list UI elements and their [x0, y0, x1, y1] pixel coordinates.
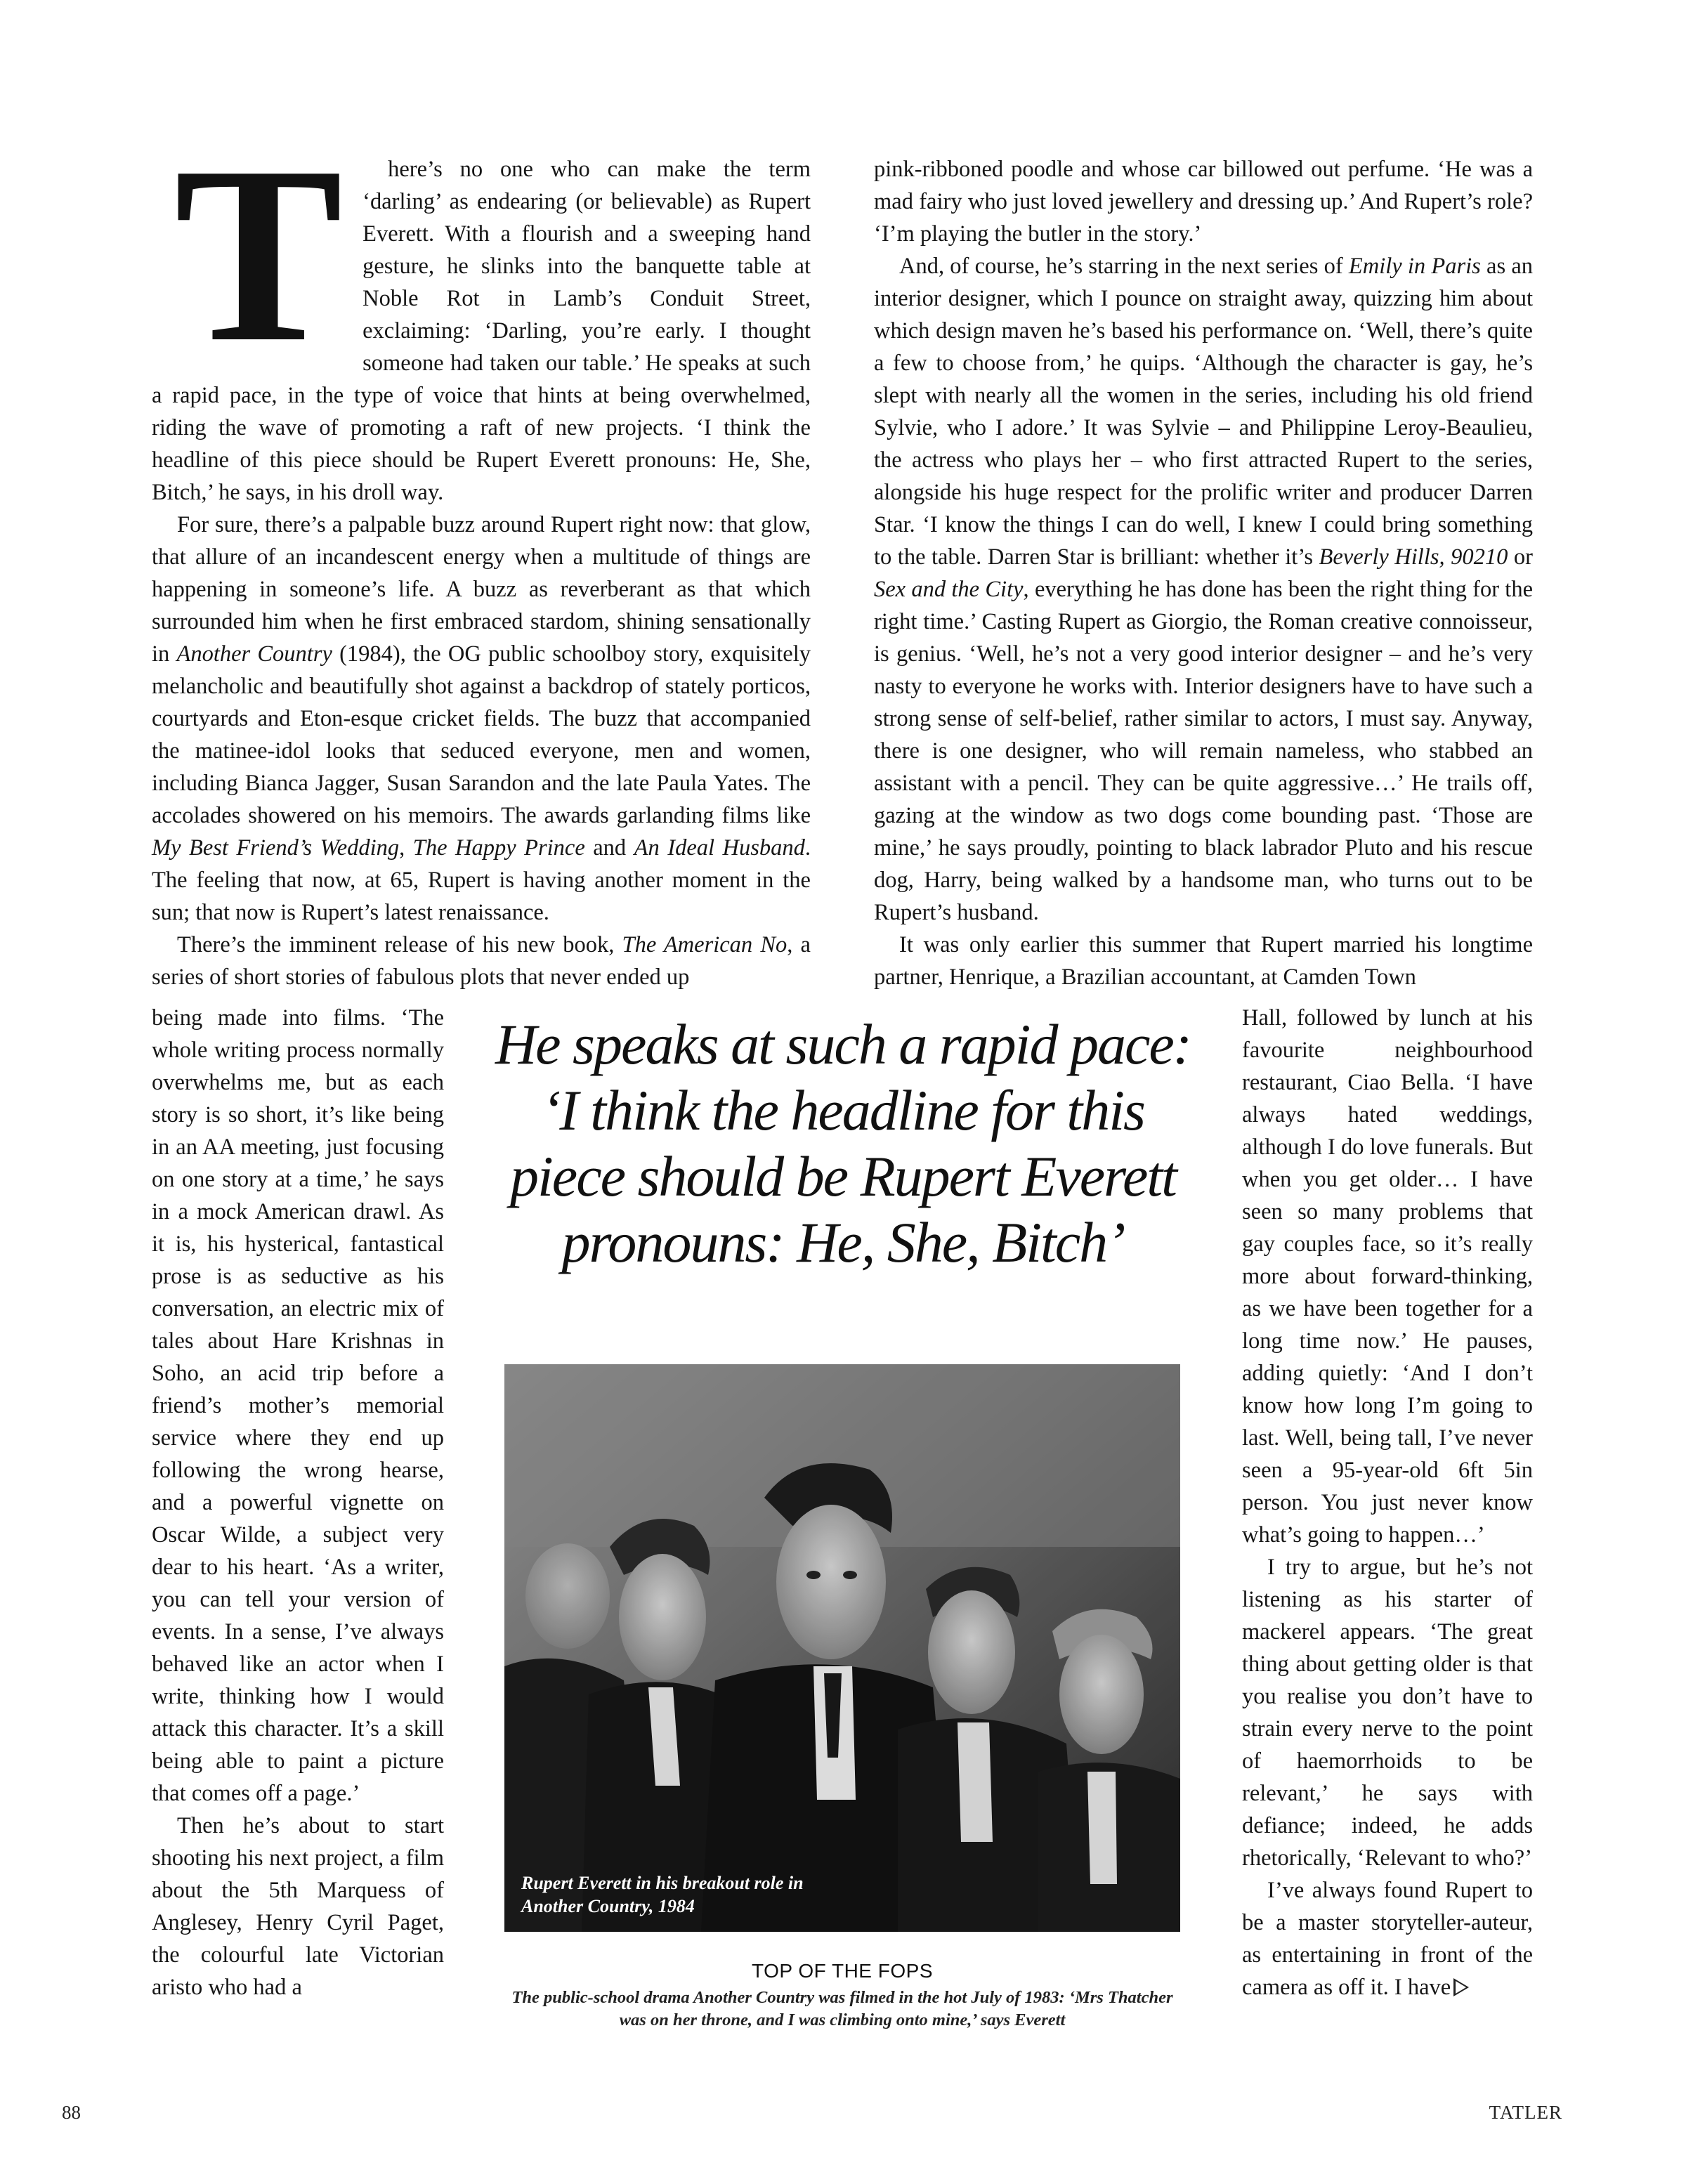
body-paragraph: And, of course, he’s starring in the next series of Emily in Paris as an interior designer, which I pounce on straight away, quizzing him about which design maven he’s based his performance on. ‘Well, there’s quite a few to choose from,’ he quips. ‘Although the character is gay, he’s slept with nearly all the women in the series, including his old friend Sylvie, who I adore.’ It was Sylvie – and Philippine Leroy-Beaulieu, the actress who plays her – who first attracted Rupert to the series, alongside his huge respect for the prolific writer and producer Darren Star. ‘I know the things I can do well, I knew I could bring something to the table. Darren Star is brilliant: whether it’s Beverly Hills, 90210 or Sex and the City, everything he has done has been the right thing for the right time.’ Casting Rupert as Giorgio, the Roman creative connoisseur, is genius. ‘Well, he’s not a very good interior designer – and he’s very nasty to everyone he works with. Interior designers have to have such a strong sense of self-belief, rather similar to actors, I must say. Anyway, there is one designer, who will remain nameless, who stabbed an assistant with a pencil. They can be quite aggressive…’ He trails off, gazing at the window as two dogs come bounding past. ‘Those are mine,’ he says proudly, pointing to black labrador Pluto and his rescue dog, Harry, being walked by a handsome man, who turns out to be Rupert’s husband. [874, 254, 1534, 925]
body-paragraph: For sure, there’s a palpable buzz around Rupert right now: that glow, that allure of an incandescent energy when a multitude of things are happening in someone’s life. A buzz as reverberant as that which surrounded him when he first embraced stardom, shining sensationally in Another Country (1984), the OG public schoolboy story, exquisitely melancholic and beautifully shot against a backdrop of stately porticos, courtyards and Eton-esque cricket fields. The buzz that accompanied the matinee-idol looks that seduced everyone, men and women, including Bianca Jagger, Susan Sarandon and the late Paula Yates. The accolades showered on his memoirs. The awards garlanding films like My Best Friend’s Wedding, The Happy Prince and An Ideal Husband. The feeling that now, at 65, Rupert is having another moment in the sun; that now is Rupert’s latest renaissance. [152, 512, 811, 925]
body-paragraph: Then he’s about to start shooting his next project, a film about the 5th Marquess of Anglesey, Henry Cyril Paget, the colourful late Victorian aristo who had a [152, 1813, 444, 2000]
body-paragraph: There’s the imminent release of his new book, The American No, a series of short stories of fabulous plots that never ended up [152, 932, 811, 990]
page-number: 88 [62, 2102, 81, 2123]
article-column-left-top [152, 114, 811, 993]
magazine-masthead: TATLER [1489, 2102, 1562, 2123]
pull-quote: He speaks at such a rapid pace: ‘I think the headline for this piece should be Rupert Everett pronouns: He, She, Bitch’ [495, 1012, 1191, 1274]
drop-cap: T [174, 114, 344, 394]
body-paragraph: Hall, followed by lunch at his favourite neighbourhood restaurant, Ciao Bella. ‘I have always hated weddings, although I do love funerals. But when you get older… I have seen so many problems that gay couples face, so it’s really more about forward-thinking, as we have been together for a long time now.’ He pauses, adding quietly: ‘And I don’t know how long I’m going to last. Well, being tall, I’ve never seen a 95-year-old 6ft 5in person. You just never know what’s going to happen…’ [1242, 1005, 1533, 1548]
sidebar-caption: The public-school drama Another Country was filmed in the hot July of 1983: ‘Mrs Thatcher was on her throne, and I was climbing onto mine,’ says Everett [511, 1988, 1173, 2029]
continue-arrow-icon [1453, 1978, 1469, 1996]
intro-paragraph: T here’s no one who can make the term ‘darling’ as endearing (or believable) as Rupert Everett. With a flourish and a sweeping hand gesture, he slinks into the banquette table at Noble Rot in Lamb’s Conduit Street, exclaiming: ‘Darling, you’re early. I thought someone had taken our table.’ He speaks at such a rapid pace, in the type of voice that hints at being overwhelmed, riding the wave of promoting a raft of new projects. ‘I think the headline of this piece should be Rupert Everett pronouns: He, She, Bitch,’ he says, in his droll way. [152, 153, 811, 509]
sidebar-heading: TOP OF THE FOPS [752, 1960, 933, 1982]
photo-caption: Rupert Everett in his breakout role in Another Country, 1984 [521, 1873, 804, 1916]
body-paragraph: pink-ribboned poodle and whose car billowed out perfume. ‘He was a mad fairy who just loved jewellery and dressing up.’ And Rupert’s role? ‘I’m playing the butler in the story.’ [874, 157, 1533, 247]
film-still-photo [504, 1364, 1180, 1932]
body-paragraph: It was only earlier this summer that Rupert married his longtime partner, Henrique, a Brazilian accountant, at Camden Town [874, 932, 1533, 990]
body-paragraph: I try to argue, but he’s not listening as his starter of mackerel appears. ‘The great thing about getting older is that you realise you don’t have to strain every nerve to the point of haemorrhoids to be relevant,’ he says with defiance; indeed, he adds rhetorically, ‘Relevant to who?’ [1242, 1555, 1533, 1871]
article-column-right-top [874, 153, 1533, 993]
article-column-right-bottom [1242, 1002, 1533, 2003]
article-column-left-bottom [152, 1002, 444, 2003]
body-paragraph: I’ve always found Rupert to be a master storyteller-auteur, as entertaining in front of the camera as off it. I have [1242, 1878, 1533, 2000]
body-paragraph: being made into films. ‘The whole writing process normally overwhelms me, but as each story is so short, it’s like being in an AA meeting, just focusing on one story at a time,’ he says in a mock American drawl. As it is, his hysterical, fantastical prose is as seductive as his conversation, an electric mix of tales about Hare Krishnas in Soho, an acid trip before a friend’s mother’s memorial service where they end up following the wrong hearse, and a powerful vignette on Oscar Wilde, a subject very dear to his heart. ‘As a writer, you can tell your version of events. In a sense, I’ve always behaved like an actor when I write, thinking how I would attack this character. It’s a skill being able to paint a picture that comes off a page.’ [152, 1005, 444, 1806]
